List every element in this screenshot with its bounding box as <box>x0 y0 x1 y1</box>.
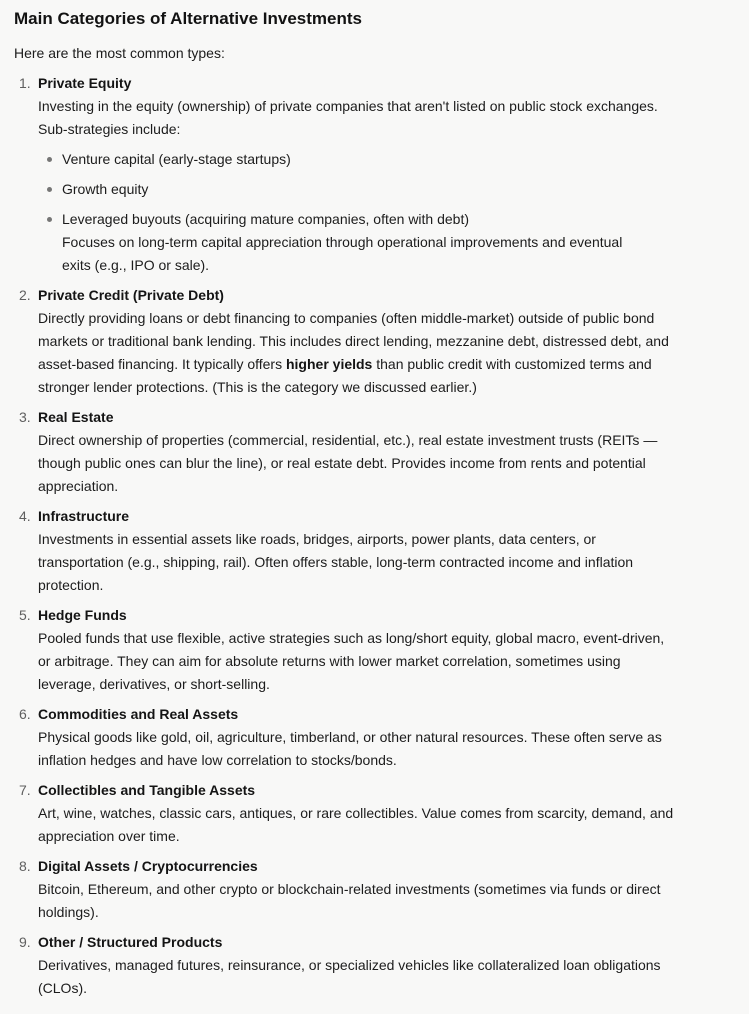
list-item-private-equity <box>19 72 735 277</box>
item-heading: Other / Structured Products <box>38 934 223 950</box>
bullet-text: Leveraged buyouts (acquiring mature companies, often with debt) <box>62 211 470 227</box>
list-number: 7. <box>19 782 31 798</box>
bullet-item-venture-capital <box>62 148 647 171</box>
item-description: Art, wine, watches, classic cars, antiques, or rare collectibles. Value comes from scarcity, demand, and appreciation over time. <box>38 805 674 844</box>
bullet-icon <box>47 157 52 162</box>
list-item-private-credit <box>19 284 735 399</box>
page-title: Main Categories of Alternative Investments <box>14 9 362 28</box>
list-number: 6. <box>19 706 31 722</box>
item-heading: Infrastructure <box>38 508 130 524</box>
item-description-post: than public credit with customized terms and stronger lender protections. (This is the category we discussed earlier.) <box>38 356 652 395</box>
item-description: Investments in essential assets like roads, bridges, airports, power plants, data centers, or transportation (e.g., shipping, rail). Often offers stable, long-term contracted income and inflation protection. <box>38 531 634 593</box>
item-description-bold: higher yields <box>285 356 373 372</box>
list-item-commodities <box>19 703 735 772</box>
list-number: 3. <box>19 409 31 425</box>
item-description: Bitcoin, Ethereum, and other crypto or blockchain-related investments (sometimes via funds or direct holdings). <box>38 881 661 920</box>
bullet-item-growth-equity <box>62 178 647 201</box>
list-number: 5. <box>19 607 31 623</box>
bullet-text: Growth equity <box>62 181 149 197</box>
bullet-text-continued: Focuses on long-term capital appreciation through operational improvements and eventual exits (e.g., IPO or sale). <box>62 234 623 273</box>
list-item-other-structured <box>19 931 735 1000</box>
item-heading: Private Equity <box>38 75 132 91</box>
item-heading: Hedge Funds <box>38 607 127 623</box>
list-item-infrastructure <box>19 505 735 597</box>
sub-bullet-list <box>38 148 735 277</box>
intro-text: Here are the most common types: <box>14 45 225 61</box>
item-description: Direct ownership of properties (commercial, residential, etc.), real estate investment trusts (REITs — though public ones can blur the line), or real estate debt. Provides income from rents and potential appreciation. <box>38 432 658 494</box>
bullet-icon <box>47 217 52 222</box>
item-heading: Private Credit (Private Debt) <box>38 287 224 303</box>
list-number: 8. <box>19 858 31 874</box>
item-heading: Commodities and Real Assets <box>38 706 239 722</box>
item-description: Pooled funds that use flexible, active strategies such as long/short equity, global macro, event-driven, or arbitrage. They can aim for absolute returns with lower market correlation, sometimes using leverage, derivatives, or short-selling. <box>38 630 665 692</box>
bullet-icon <box>47 187 52 192</box>
bullet-item-leveraged-buyouts <box>62 208 647 277</box>
item-description: Derivatives, managed futures, reinsurance, or specialized vehicles like collateralized loan obligations (CLOs). <box>38 957 661 996</box>
item-heading: Collectibles and Tangible Assets <box>38 782 256 798</box>
item-description: Investing in the equity (ownership) of private companies that aren't listed on public stock exchanges. Sub-strategies include: <box>38 98 658 137</box>
item-description: Physical goods like gold, oil, agriculture, timberland, or other natural resources. These often serve as inflation hedges and have low correlation to stocks/bonds. <box>38 729 662 768</box>
list-number: 2. <box>19 287 31 303</box>
bullet-text: Venture capital (early-stage startups) <box>62 151 291 167</box>
list-item-digital-assets <box>19 855 735 924</box>
list-number: 9. <box>19 934 31 950</box>
item-heading: Digital Assets / Cryptocurrencies <box>38 858 258 874</box>
list-number: 4. <box>19 508 31 524</box>
list-item-collectibles <box>19 779 735 848</box>
list-number: 1. <box>19 75 31 91</box>
item-heading: Real Estate <box>38 409 114 425</box>
item-description-pre: Directly providing loans or debt financing to companies (often middle-market) outside of public bond markets or traditional bank lending. This includes direct lending, mezzanine debt, distressed debt, and asset-based financing. It typically offers <box>38 310 669 372</box>
list-item-hedge-funds <box>19 604 735 696</box>
list-item-real-estate <box>19 406 735 498</box>
categories-list <box>14 72 735 1000</box>
